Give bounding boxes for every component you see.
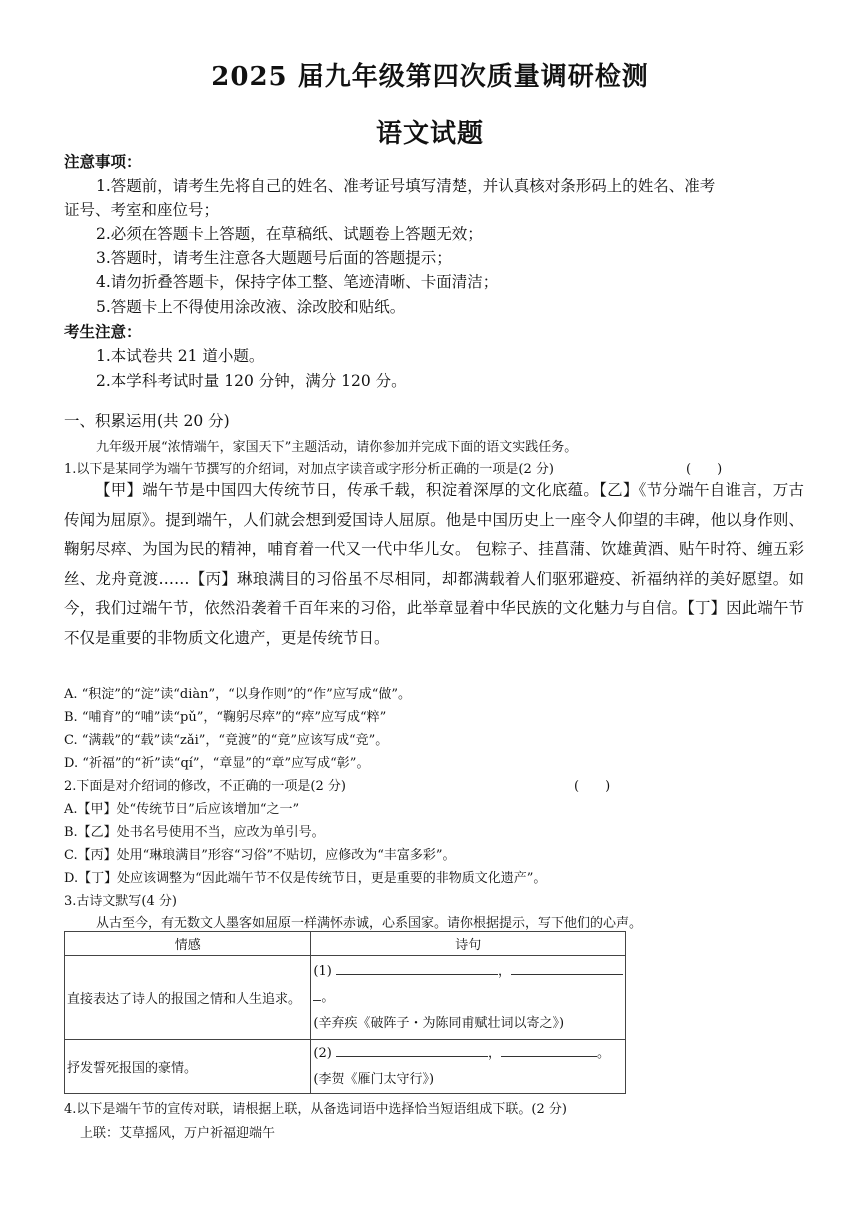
table-row bbox=[65, 1040, 626, 1094]
candidate-item: 1.本试卷共 21 道小题。 bbox=[96, 347, 265, 365]
section-heading: 一、积累运用(共 20 分) bbox=[64, 412, 230, 430]
option-c: C. “满载”的“载”读“zǎi”，“竟渡”的“竟”应该写成“竞”。 bbox=[64, 733, 389, 748]
header-verse: 诗句 bbox=[311, 932, 626, 956]
header-emotion: 情感 bbox=[65, 932, 311, 956]
notes-heading: 注意事项： bbox=[64, 152, 142, 171]
option-a: A.【甲】处“传统节日”后应该增加“之一” bbox=[64, 802, 300, 817]
answer-blank[interactable] bbox=[501, 1042, 597, 1057]
notes-item: 5.答题卡上不得使用涂改液、涂改胶和贴纸。 bbox=[96, 298, 406, 316]
notes-item: 3.答题时，请考生注意各大题题号后面的答题提示； bbox=[96, 249, 452, 267]
period: 。 bbox=[597, 1045, 611, 1061]
candidate-heading: 考生注意： bbox=[64, 322, 142, 341]
comma: ， bbox=[497, 963, 511, 979]
option-a: A. “积淀”的“淀”读“diàn”，“以身作则”的“作”应写成“做”。 bbox=[64, 687, 412, 702]
option-d: D. “祈福”的“祈”读“qí”，“章显”的“章”应写成“彰”。 bbox=[64, 756, 370, 771]
exam-subtitle: 语文试题 bbox=[375, 119, 484, 149]
option-b: B.【乙】处书名号使用不当，应改为单引号。 bbox=[64, 825, 325, 840]
comma: ， bbox=[487, 1045, 501, 1061]
option-c: C.【丙】处用“琳琅满目”形容“习俗”不贴切，应修改为“丰富多彩”。 bbox=[64, 848, 456, 863]
verse-source: (辛弃疾《破阵子・为陈同甫赋壮词以寄之》) bbox=[313, 1015, 565, 1031]
table-row bbox=[65, 956, 626, 1040]
question-1-stem: 1.以下是某同学为端午节撰写的介绍词，对加点字读音或字形分析正确的一项是(2 分) bbox=[64, 462, 554, 477]
verse-source: (李贺《雁门太守行》) bbox=[313, 1071, 435, 1087]
answer-blank[interactable] bbox=[336, 1042, 488, 1057]
notes-item: 4.请勿折叠答题卡，保持字体工整、笔迹清晰、卡面清洁； bbox=[96, 273, 499, 291]
section-intro: 九年级开展“浓情端午，家国天下”主题活动，请你参加并完成下面的语文实践任务。 bbox=[96, 440, 578, 455]
notes-item: 证号、考室和座位号； bbox=[64, 201, 220, 219]
poem-table bbox=[64, 931, 626, 1094]
candidate-item: 2.本学科考试时量 120 分钟，满分 120 分。 bbox=[96, 372, 407, 390]
couplet-upper: 上联：艾草摇风，万户祈福迎端午 bbox=[80, 1126, 276, 1141]
notes-item: 2.必须在答题卡上答题，在草稿纸、试题卷上答题无效； bbox=[96, 225, 483, 243]
blank-number: (2) bbox=[313, 1045, 332, 1061]
question-2-stem: 2.下面是对介绍词的修改，不正确的一项是(2 分) bbox=[64, 779, 346, 794]
option-d: D.【丁】处应该调整为“因此端午节不仅是传统节日，更是重要的非物质文化遗产”。 bbox=[64, 871, 547, 886]
question-4-stem: 4.以下是端午节的宣传对联，请根据上联，从备选词语中选择恰当短语组成下联。(2 分) bbox=[64, 1102, 567, 1117]
answer-blank[interactable] bbox=[511, 960, 623, 975]
verse-cell bbox=[311, 1040, 626, 1094]
introduction-passage: 【甲】端午节是中国四大传统节日，传承千载，积淀着深厚的文化底蕴。【乙】《节分端午自谁言，万古传闻为屈原》。提到端午，人们就会想到爱国诗人屈原。他是中国历史上一座令人仰望的丰碑，他以身作则、鞠躬尽瘁、为国为民的精神，哺育着一代又一代中华儿女。 包粽子、挂菖蒲、饮雄黄酒、贴午时符、缠五彩丝、龙舟竟渡……【丙】琳琅满目的习俗虽不尽相同，却都满载着人们驱邪避疫、祈福纳祥的美好愿望。如今，我们过端午节，依然沿袭着千百年来的习俗，此举章显着中华民族的文化魅力与自信。【丁】因此端午节不仅是重要的非物质文化遗产，更是传统节日。 bbox=[64, 481, 804, 647]
question-3-stem: 3.古诗文默写(4 分) bbox=[64, 894, 177, 909]
question-3-intro: 从古至今，有无数文人墨客如屈原一样满怀赤诚，心系国家。请你根据提示，写下他们的心声。 bbox=[96, 916, 643, 931]
emotion-cell: 直接表达了诗人的报国之情和人生追求。 bbox=[65, 956, 311, 1040]
exam-title: 2025 届九年级第四次质量调研检测 bbox=[211, 62, 649, 92]
verse-cell bbox=[311, 956, 626, 1040]
blank-number: (1) bbox=[313, 963, 332, 979]
answer-parentheses: ( ) bbox=[686, 462, 723, 477]
period: 。 bbox=[321, 989, 335, 1005]
notes-item: 1.答题前，请考生先将自己的姓名、准考证号填写清楚，并认真核对条形码上的姓名、准考 bbox=[96, 177, 716, 195]
table-header-row bbox=[65, 932, 626, 956]
option-b: B. “哺育”的“哺”读“pǔ”，“鞠躬尽瘁”的“瘁”应写成“粹” bbox=[64, 710, 387, 725]
emotion-cell: 抒发誓死报国的豪情。 bbox=[65, 1040, 311, 1094]
answer-parentheses: ( ) bbox=[574, 779, 611, 794]
answer-blank[interactable] bbox=[336, 960, 498, 975]
